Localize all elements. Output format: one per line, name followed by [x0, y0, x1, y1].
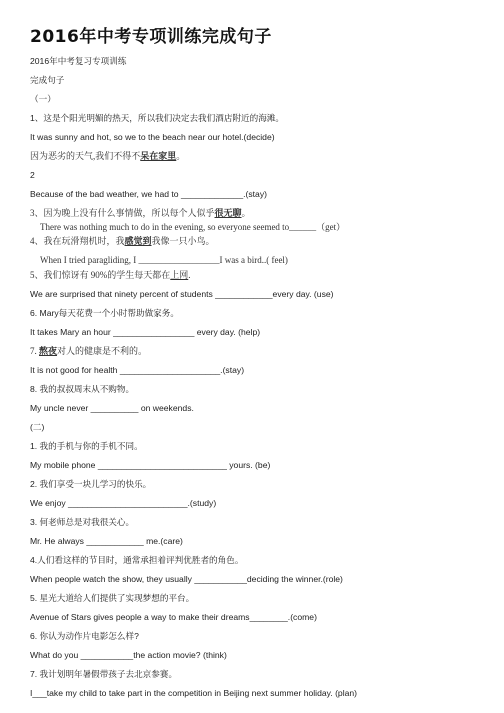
part2-question-2-english: We enjoy _________________________.(study)	[30, 498, 217, 508]
question-7-english: It is not good for health _____________________.(stay)	[30, 365, 245, 375]
section-heading: 完成句子	[30, 75, 65, 85]
question-3-chinese	[30, 208, 251, 219]
part2-question-4-chinese: 4.人们看这样的节目时，通常承担着评判优胜者的角色。	[30, 555, 244, 565]
question-7-chinese-end: 对人的健康是不利的。	[57, 346, 148, 356]
question-2-chinese-end: 。	[176, 151, 186, 161]
question-1-english: It was sunny and hot, so we to the beach near our hotel.(decide)	[30, 132, 275, 142]
part-label: （一）	[30, 94, 56, 104]
question-7-chinese-number: 7.	[30, 346, 39, 356]
part2-question-3-chinese: 3. 何老师总是对我很关心。	[30, 517, 135, 527]
question-5-chinese-text: 5、我们惊讶有 90%的学生每天都在	[30, 270, 171, 280]
question-6-chinese: 6. Mary每天花费一个小时帮助做家务。	[30, 308, 179, 318]
part2-question-4-english: When people watch the show, they usually ___________deciding the winner.(role)	[30, 574, 343, 584]
part2-question-5-chinese: 5. 星光大道给人们提供了实现梦想的平台。	[30, 593, 195, 603]
question-8-english: My uncle never __________ on weekends.	[30, 403, 194, 413]
question-6-english: It takes Mary an hour _________________ every day. (help)	[30, 327, 261, 337]
question-5-keyword: 上网	[170, 270, 189, 280]
question-3-keyword: 很无聊	[214, 208, 242, 218]
question-5-chinese-end: .	[188, 270, 191, 280]
question-7-keyword: 熬夜	[39, 346, 58, 356]
part2-question-2-chinese: 2. 我们享受一块儿学习的快乐。	[30, 479, 152, 489]
question-2-chinese-text: 因为恶劣的天气,我们不得不	[30, 151, 141, 161]
part2-question-3-english: Mr. He always ____________ me.(care)	[30, 536, 183, 546]
question-2-english: Because of the bad weather, we had to _____________.(stay)	[30, 189, 267, 199]
question-2-number: 2	[30, 170, 35, 180]
question-2-chinese	[30, 151, 185, 162]
question-5-chinese	[30, 270, 191, 281]
intro-line: 2016年中考复习专项训练	[30, 56, 127, 66]
part2-question-1-english: My mobile phone ___________________________ yours. (be)	[30, 460, 271, 470]
question-1-chinese: 1、这是个阳光明媚的热天，所以我们决定去我们酒店附近的海滩。	[30, 113, 284, 123]
question-8-chinese: 8. 我的叔叔周末从不购物。	[30, 384, 135, 394]
part2-question-6-english: What do you ___________the action movie? (think)	[30, 650, 227, 660]
part2-question-5-english: Avenue of Stars gives people a way to make their dreams________.(come)	[30, 612, 317, 622]
question-3-chinese-end: 。	[241, 208, 251, 218]
question-3-chinese-text: 3、因为晚上没有什么事情做，所以每个人似乎	[30, 208, 215, 218]
question-4-keyword: 感觉到	[124, 236, 152, 246]
question-4-english: When I tried paragliding, I __________________I was a bird..( feel)	[40, 255, 288, 265]
question-4-chinese-text: 4、我在玩滑翔机时，我	[30, 236, 125, 246]
question-5-english: We are surprised that ninety percent of students ____________every day. (use)	[30, 289, 334, 299]
part2-question-1-chinese: 1. 我的手机与你的手机不同。	[30, 441, 143, 451]
question-2-keyword: 呆在家里	[140, 151, 177, 161]
question-4-chinese	[30, 236, 215, 247]
part2-question-7-chinese: 7. 我计划明年暑假带孩子去北京参赛。	[30, 669, 178, 679]
page-title: 2016年中考专项训练完成句子	[30, 27, 272, 47]
question-3-english: There was nothing much to do in the evening, so everyone seemed to______（get）	[40, 222, 346, 232]
part2-question-7-english: I___take my child to take part in the competition in Beijing next summer holiday. (plan)	[30, 688, 358, 698]
part-label: (二)	[30, 422, 45, 432]
question-7-chinese	[30, 346, 147, 357]
question-4-chinese-end: 我像一只小鸟。	[151, 236, 215, 246]
part2-question-6-chinese: 6. 你认为动作片电影怎么样?	[30, 631, 139, 641]
